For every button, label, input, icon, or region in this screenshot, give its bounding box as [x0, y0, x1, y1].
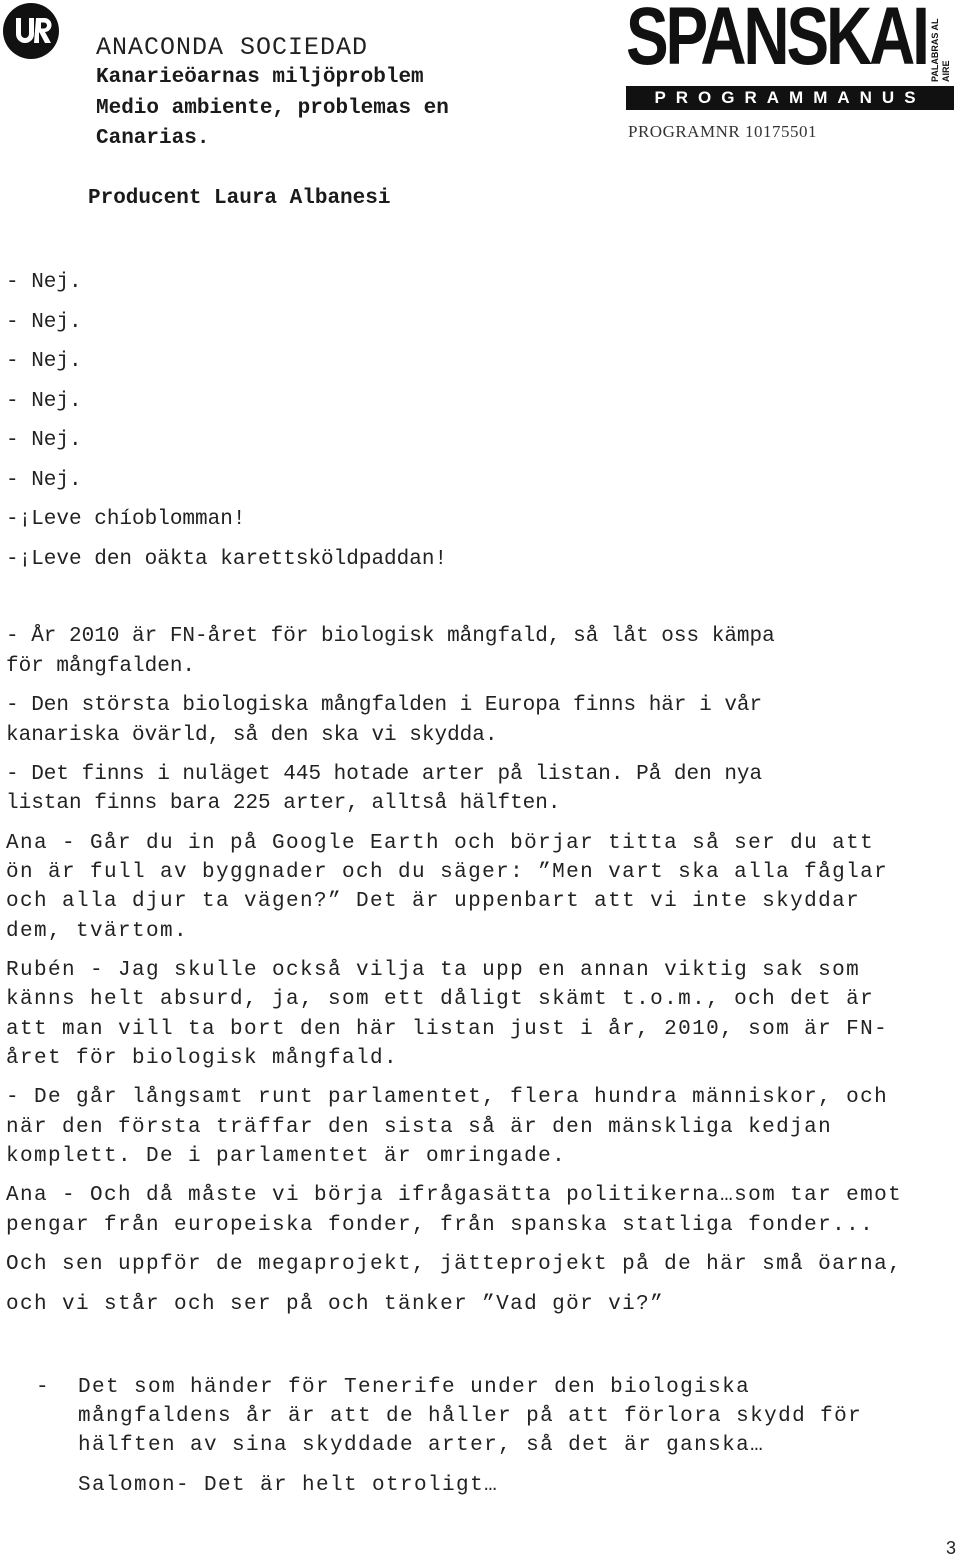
episode-title-spanish-line2: Canarias. — [96, 127, 210, 150]
page-number: 3 — [945, 1538, 956, 1558]
brand-side-text: PALABRAS AL AIRE — [930, 18, 951, 82]
dialogue-line: dem, tvärtom. — [6, 920, 189, 943]
dialogue-line: pengar från europeiska fonder, från spanska statliga fonder... — [6, 1214, 875, 1237]
dialogue-line: att man vill ta bort den här listan just i år, 2010, som är FN- — [6, 1018, 889, 1041]
brand-bar-text: PROGRAMMANUS — [626, 86, 954, 110]
dialogue-line: året för biologisk mångfald. — [6, 1047, 399, 1070]
dialogue-line: Salomon- Det är helt otroligt… — [36, 1474, 499, 1497]
dialogue-line: - År 2010 är FN-året för biologisk mångfald, så låt oss kämpa — [6, 625, 775, 648]
dialogue-line: kanariska övärld, så den ska vi skydda. — [6, 724, 498, 747]
spanskai-brand-logo — [626, 0, 956, 114]
dialogue-line: - Det finns i nuläget 445 hotade arter på listan. På den nya — [6, 763, 763, 786]
dialogue-line: - De går långsamt runt parlamentet, flera hundra människor, och — [6, 1086, 889, 1109]
dialogue-line: hälften av sina skyddade arter, så det är ganska… — [36, 1434, 765, 1457]
episode-title-swedish: Kanarieöarnas miljöproblem — [96, 66, 424, 89]
dialogue-line: Ana - Går du in på Google Earth och börjar titta så ser du att — [6, 832, 875, 855]
producer-credit: Producent Laura Albanesi — [88, 187, 391, 210]
ur-logo-icon — [2, 2, 60, 60]
episode-title-spanish-line1: Medio ambiente, problemas en — [96, 97, 449, 120]
dialogue-line: Och sen uppför de megaprojekt, jätteprojekt på de här små öarna, — [6, 1253, 903, 1276]
dialogue-line: -¡Leve chíoblomman! — [6, 508, 246, 531]
dialogue-line: - Nej. — [6, 311, 82, 334]
dialogue-line: - Nej. — [6, 469, 82, 492]
dialogue-line: - Nej. — [6, 271, 82, 294]
dialogue-line: känns helt absurd, ja, som ett dåligt skämt t.o.m., och det är — [6, 988, 875, 1011]
dialogue-line: komplett. De i parlamentet är omringade. — [6, 1145, 567, 1168]
program-title: ANACONDA SOCIEDAD — [96, 33, 369, 62]
dialogue-line: när den första träffar den sista så är den mänskliga kedjan — [6, 1116, 833, 1139]
dialogue-line: och vi står och ser på och tänker ”Vad gör vi?” — [6, 1293, 665, 1316]
dialogue-line: Ana - Och då måste vi börja ifrågasätta politikerna…som tar emot — [6, 1184, 903, 1207]
dialogue-line: - Nej. — [6, 429, 82, 452]
dialogue-line: listan finns bara 225 arter, alltså hälften. — [6, 792, 561, 815]
dialogue-line: - Den största biologiska mångfalden i Europa finns här i vår — [6, 694, 763, 717]
dialogue-line: och alla djur ta vägen?” Det är uppenbart att vi inte skyddar — [6, 890, 861, 913]
dialogue-line: ön är full av byggnader och du säger: ”Men vart ska alla fåglar — [6, 861, 889, 884]
dialogue-line: -¡Leve den oäkta karettsköldpaddan! — [6, 548, 448, 571]
program-number: PROGRAMNR 10175501 — [628, 122, 817, 141]
brand-wordmark: SPANSKAI — [626, 0, 927, 82]
dialogue-line: mångfaldens år är att de håller på att förlora skydd för — [36, 1405, 863, 1428]
dialogue-line: - Nej. — [6, 390, 82, 413]
dialogue-line: Rubén - Jag skulle också vilja ta upp en annan viktig sak som — [6, 959, 861, 982]
dialogue-line: - Det som händer för Tenerife under den biologiska — [36, 1376, 751, 1399]
dialogue-line: för mångfalden. — [6, 655, 196, 678]
dialogue-line: - Nej. — [6, 350, 82, 373]
